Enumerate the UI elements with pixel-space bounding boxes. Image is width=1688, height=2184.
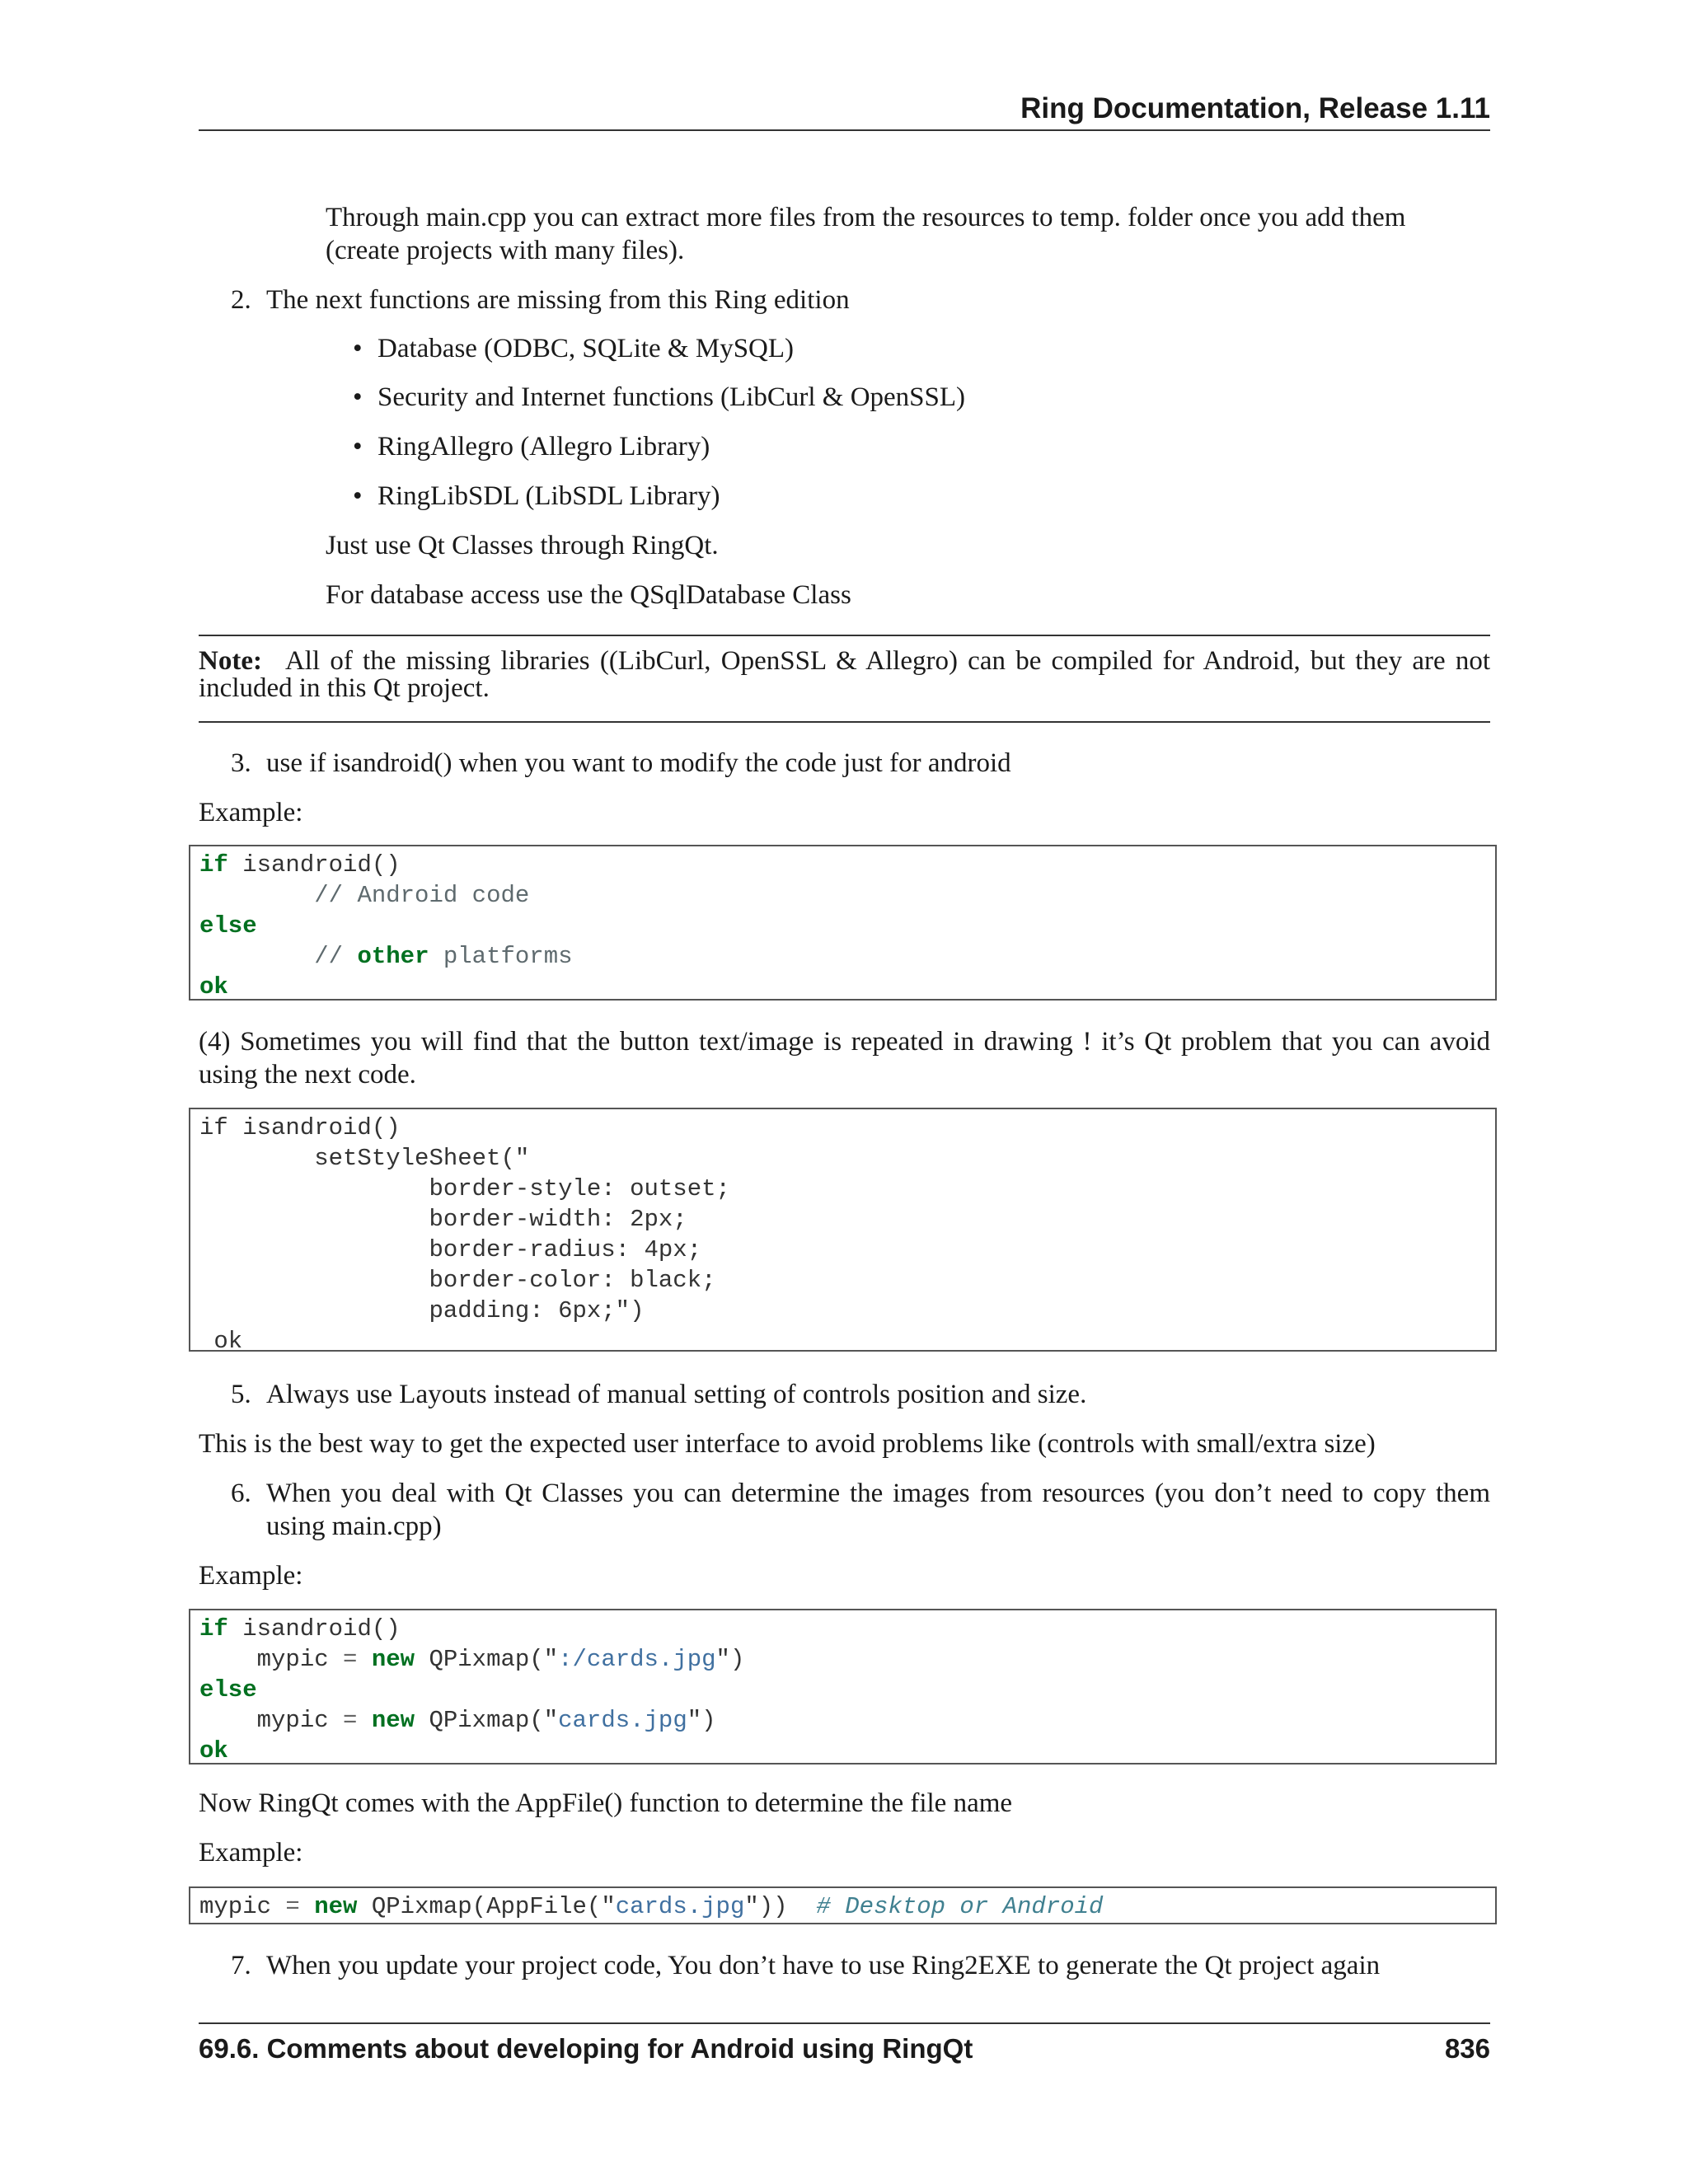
code-line: ok	[199, 1737, 228, 1765]
list-item-6-line-2: using main.cpp)	[266, 1511, 442, 1541]
bullet-text: Security and Internet functions (LibCurl & OpenSSL)	[377, 382, 966, 412]
bullet-text: RingAllegro (Allegro Library)	[377, 432, 710, 462]
bullet-text: Database (ODBC, SQLite & MySQL)	[377, 334, 795, 363]
bullet-item	[353, 480, 720, 513]
list-item-2-text: The next functions are missing from this Ring edition	[266, 285, 850, 315]
code-line: border-width: 2px;	[199, 1206, 687, 1233]
example-label: Example:	[199, 798, 303, 827]
footer-rule	[199, 2022, 1490, 2024]
code-line: mypic = new QPixmap(":/cards.jpg")	[199, 1646, 745, 1673]
code-block-4	[189, 1886, 1497, 1924]
code-line: padding: 6px;")	[199, 1297, 645, 1324]
note-line-2: included in this Qt project.	[199, 673, 490, 703]
code-line: border-style: outset;	[199, 1175, 730, 1202]
bullet-item	[353, 381, 965, 414]
list-item-5-text: Always use Layouts instead of manual setting of controls position and size.	[266, 1380, 1087, 1409]
item-4-line-1: (4) Sometimes you will find that the button text/image is repeated in drawing ! it’s Qt problem that you can avoid	[199, 1027, 1490, 1057]
list-item-3-number: 3.	[231, 748, 251, 778]
list-item-7-text: When you update your project code, You don’t have to use Ring2EXE to generate the Qt project again	[266, 1951, 1381, 1980]
bullet-icon: •	[353, 432, 363, 462]
intro-line-2: (create projects with many files).	[326, 236, 685, 265]
code-line: if isandroid()	[199, 851, 401, 879]
list-item-7-number: 7.	[231, 1951, 251, 1980]
item-2-after-1: Just use Qt Classes through RingQt.	[326, 531, 719, 560]
code-line: setStyleSheet("	[199, 1145, 530, 1172]
code-line: else	[199, 1676, 257, 1704]
list-item-5-number: 5.	[231, 1380, 251, 1409]
code-line: else	[199, 912, 257, 940]
code-line: // other platforms	[314, 943, 573, 970]
code-line: ok	[199, 1328, 243, 1355]
example-label: Example:	[199, 1838, 303, 1868]
item-2-after-2: For database access use the QSqlDatabase Class	[326, 580, 851, 610]
code-block-2	[189, 1108, 1497, 1355]
code-line: border-color: black;	[199, 1267, 716, 1294]
code-line: ok	[199, 973, 228, 1001]
footer-section-title: 69.6. Comments about developing for Android using RingQt	[199, 2033, 973, 2064]
code-line: mypic = new QPixmap("cards.jpg")	[199, 1707, 716, 1734]
note-text-1: All of the missing libraries ((LibCurl, OpenSSL & Allegro) can be compiled for Android, but they are not	[284, 646, 1490, 676]
intro-line-1: Through main.cpp you can extract more files from the resources to temp. folder once you add them	[326, 203, 1406, 232]
bullet-text: RingLibSDL (LibSDL Library)	[377, 481, 720, 511]
note-top-rule	[199, 635, 1490, 636]
bullet-icon: •	[353, 334, 363, 363]
item-4-line-2: using the next code.	[199, 1060, 416, 1090]
code-line: if isandroid()	[199, 1114, 401, 1141]
note-label: Note:	[199, 646, 262, 676]
header-rule	[199, 129, 1490, 131]
code-line: mypic = new QPixmap(AppFile("cards.jpg")) # Desktop or Android	[199, 1893, 1104, 1920]
page-header-title: Ring Documentation, Release 1.11	[1020, 92, 1490, 124]
bullet-icon: •	[353, 382, 363, 412]
list-item-6-line-1: When you deal with Qt Classes you can determine the images from resources (you don’t need to copy them	[266, 1479, 1490, 1508]
list-item-3-text: use if isandroid() when you want to modify the code just for android	[266, 748, 1011, 778]
list-item-2-number: 2.	[231, 285, 251, 315]
bullet-item	[353, 332, 794, 365]
example-label: Example:	[199, 1561, 303, 1591]
code-line: if isandroid()	[199, 1615, 401, 1643]
bullet-item	[353, 430, 710, 463]
appfile-text: Now RingQt comes with the AppFile() function to determine the file name	[199, 1788, 1013, 1818]
code-block-3	[189, 1609, 1497, 1765]
item-5-after: This is the best way to get the expected user interface to avoid problems like (controls with small/extra size)	[199, 1429, 1376, 1459]
code-block-1	[189, 845, 1497, 1001]
bullet-icon: •	[353, 481, 363, 511]
note-bottom-rule	[199, 721, 1490, 723]
footer-page-number: 836	[1444, 2033, 1490, 2064]
code-line: // Android code	[314, 882, 530, 909]
list-item-6-number: 6.	[231, 1479, 251, 1508]
code-line: border-radius: 4px;	[199, 1236, 702, 1263]
